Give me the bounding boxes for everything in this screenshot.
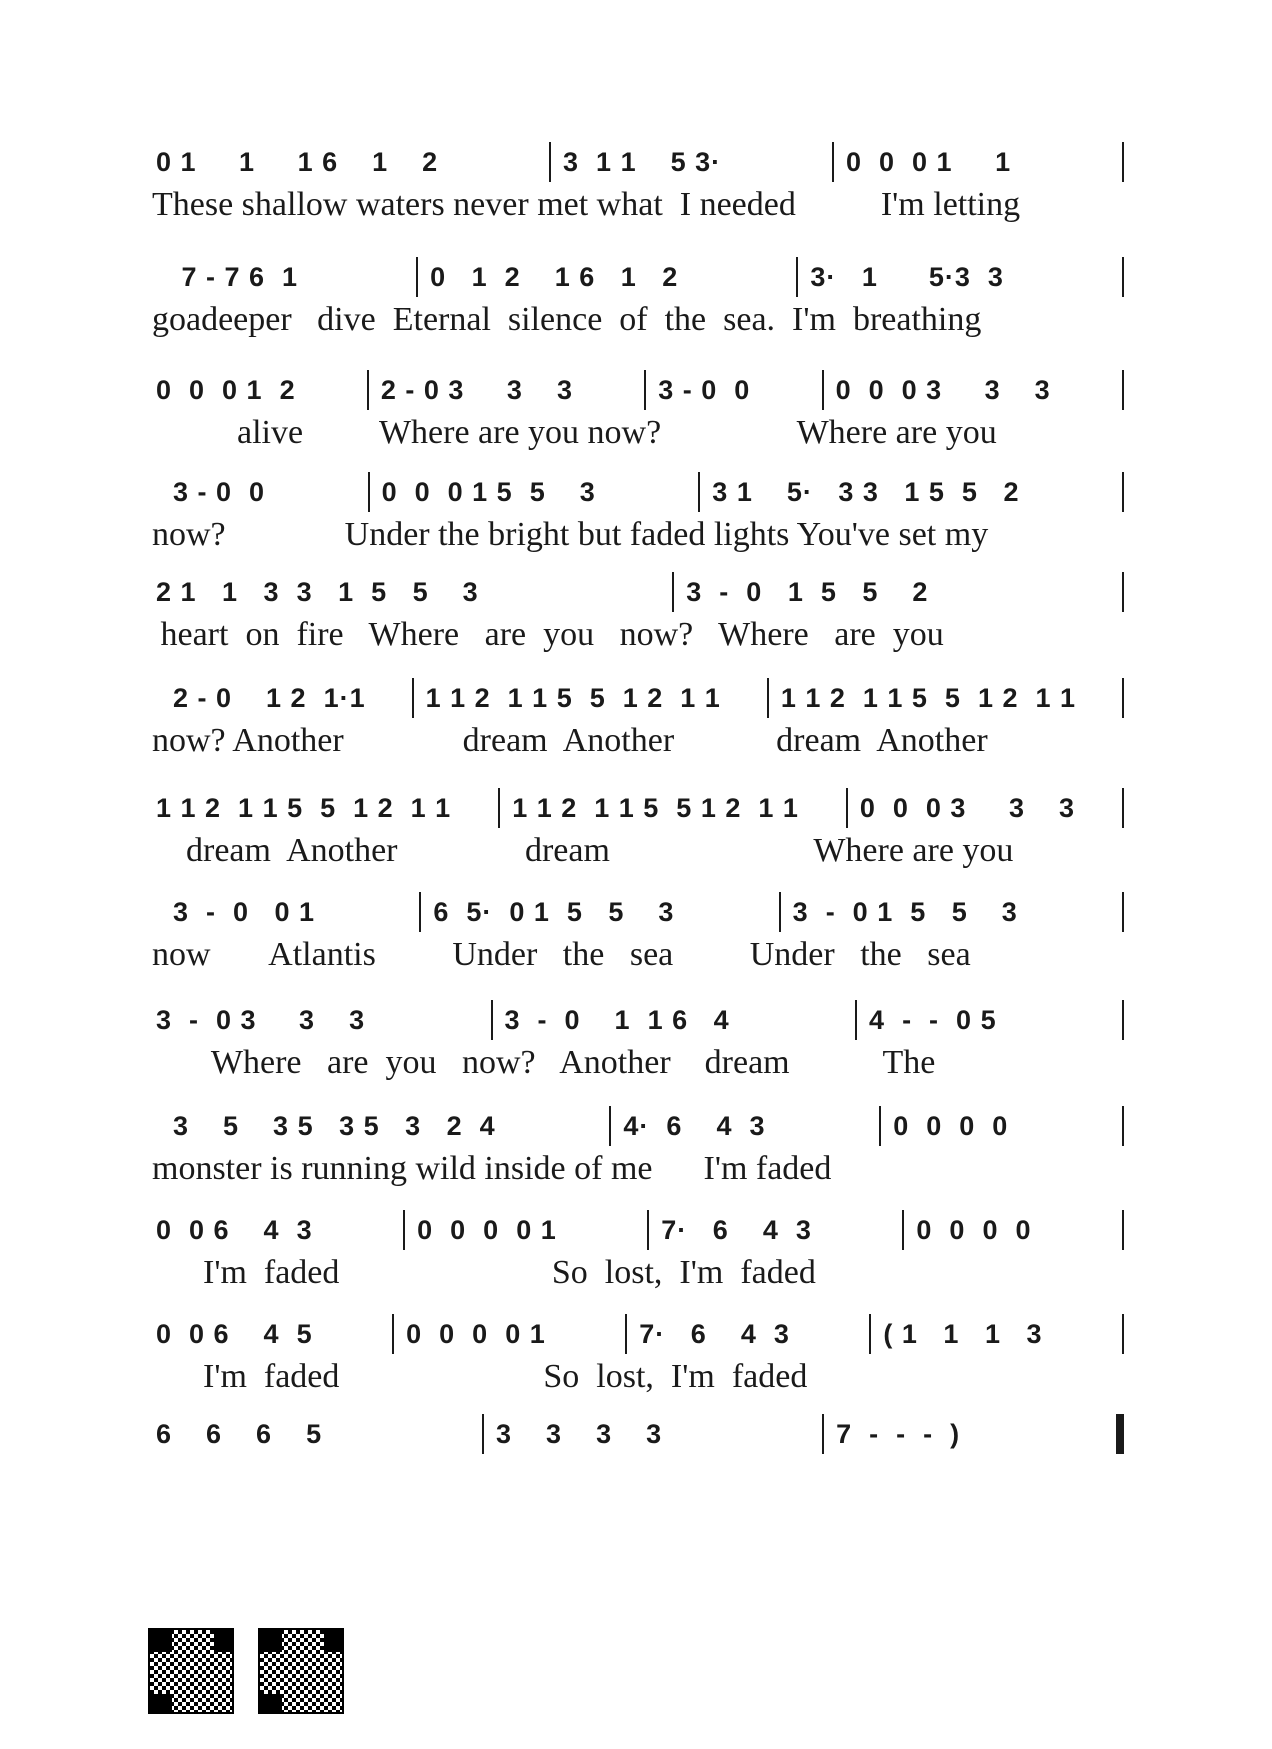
bar-line xyxy=(855,1000,857,1040)
score-line-12 xyxy=(0,1312,1272,1422)
score-line-13 xyxy=(0,1412,1272,1522)
notation-row xyxy=(152,470,1132,514)
measure: 3 - 0 1 1 6 4 xyxy=(504,1004,730,1035)
bar-line xyxy=(1122,1106,1124,1146)
lyric-row: These shallow waters never met what I needed I'm letting xyxy=(152,186,1021,223)
lyric-row: heart on fire Where are you now? Where are you xyxy=(152,616,944,653)
bar-line xyxy=(869,1314,871,1354)
bar-line xyxy=(491,1000,493,1040)
measure: 0 0 6 4 5 xyxy=(156,1318,313,1349)
bar-line xyxy=(767,678,769,718)
measure: 3 - 0 1 5 5 3 xyxy=(792,896,1018,927)
measure: 0 1 2 1 6 1 2 xyxy=(430,261,679,292)
notation-row xyxy=(152,890,1132,934)
bar-line xyxy=(549,142,551,182)
lyric-row: I'm faded So lost, I'm faded xyxy=(152,1358,808,1395)
measure: 3 - 0 3 3 3 xyxy=(156,1004,366,1035)
bar-line xyxy=(846,788,848,828)
measure: 0 0 0 3 3 3 xyxy=(835,374,1051,405)
notation-row xyxy=(152,1104,1132,1148)
notation-row xyxy=(152,1312,1132,1356)
bar-line xyxy=(1122,257,1124,297)
bar-line xyxy=(1122,472,1124,512)
score-line-1 xyxy=(0,140,1272,250)
bar-line xyxy=(367,370,369,410)
lyric-row: now? Another dream Another dream Another xyxy=(152,722,988,759)
measure: 1 1 2 1 1 5 5 1 2 1 1 xyxy=(425,682,721,713)
measure: 3 - 0 0 xyxy=(156,476,266,507)
measure: 1 1 2 1 1 5 5 1 2 1 1 xyxy=(512,792,799,823)
bar-line xyxy=(498,788,500,828)
score-line-9 xyxy=(0,998,1272,1108)
bar-line xyxy=(1122,370,1124,410)
measure: 7 - - - ) xyxy=(836,1418,961,1449)
measure: 0 0 0 1 2 xyxy=(156,374,296,405)
score-line-2 xyxy=(0,255,1272,365)
measure: 3 1 5· 3 3 1 5 5 2 xyxy=(712,476,1020,507)
notation-row xyxy=(152,1208,1132,1252)
notation-row xyxy=(152,786,1132,830)
notation-row xyxy=(152,676,1132,720)
bar-line xyxy=(822,1414,824,1454)
bar-line xyxy=(832,142,834,182)
measure: 0 0 6 4 3 xyxy=(156,1214,313,1245)
measure: 0 1 1 1 6 1 2 xyxy=(156,146,439,177)
measure: 6 6 6 5 xyxy=(156,1418,323,1449)
measure: 1 1 2 1 1 5 5 1 2 1 1 xyxy=(780,682,1077,713)
qr-codes xyxy=(148,1628,344,1714)
measure: 3 - 0 0 xyxy=(658,374,751,405)
score-line-10 xyxy=(0,1104,1272,1214)
bar-line xyxy=(482,1414,484,1454)
measure: 0 0 0 0 1 xyxy=(417,1214,557,1245)
measure: 0 0 0 3 3 3 xyxy=(859,792,1075,823)
bar-line xyxy=(609,1106,611,1146)
bar-line xyxy=(902,1210,904,1250)
lyric-row: dream Another dream Where are you xyxy=(152,832,1014,869)
score-line-4 xyxy=(0,470,1272,580)
final-bar-line xyxy=(1116,1414,1124,1454)
measure: 3· 1 5·3 3 xyxy=(810,261,1004,292)
bar-line xyxy=(419,892,421,932)
measure: 7· 6 4 3 xyxy=(661,1214,812,1245)
measure: 3 1 1 5 3· xyxy=(563,146,722,177)
lyric-row: alive Where are you now? Where are you xyxy=(152,414,997,451)
notation-row xyxy=(152,255,1132,299)
notation-row xyxy=(152,140,1132,184)
bar-line xyxy=(644,370,646,410)
measure: 3 5 3 5 3 5 3 2 4 xyxy=(156,1110,496,1141)
measure: 0 0 0 1 1 xyxy=(846,146,1012,177)
notation-row xyxy=(152,570,1132,614)
bar-line xyxy=(368,472,370,512)
qr-code-icon xyxy=(258,1628,344,1714)
bar-line xyxy=(1122,1210,1124,1250)
bar-line xyxy=(1122,892,1124,932)
measure: 0 0 0 0 xyxy=(893,1110,1009,1141)
bar-line xyxy=(1122,788,1124,828)
measure: 6 5· 0 1 5 5 3 xyxy=(433,896,675,927)
notation-row xyxy=(152,998,1132,1042)
lyric-row: now? Under the bright but faded lights You've set my xyxy=(152,516,989,553)
bar-line xyxy=(1122,142,1124,182)
measure: 3 - 0 1 5 5 2 xyxy=(686,576,929,607)
bar-line xyxy=(1122,1314,1124,1354)
score-line-8 xyxy=(0,890,1272,1000)
measure: 0 0 0 1 5 5 3 xyxy=(381,476,596,507)
measure: 4· 6 4 3 xyxy=(623,1110,766,1141)
lyric-row: goadeeper dive Eternal silence of the sea. I'm breathing xyxy=(152,301,982,338)
bar-line xyxy=(416,257,418,297)
bar-line xyxy=(672,572,674,612)
measure: 7 - 7 6 1 xyxy=(156,261,299,292)
bar-line xyxy=(879,1106,881,1146)
bar-line xyxy=(403,1210,405,1250)
bar-line xyxy=(412,678,414,718)
score-line-6 xyxy=(0,676,1272,786)
lyric-row: now Atlantis Under the sea Under the sea xyxy=(152,936,971,973)
bar-line xyxy=(647,1210,649,1250)
score-line-7 xyxy=(0,786,1272,896)
lyric-row: monster is running wild inside of me I'm faded xyxy=(152,1150,832,1187)
measure: 1 1 2 1 1 5 5 1 2 1 1 xyxy=(156,792,452,823)
measure: 3 - 0 0 1 xyxy=(156,896,316,927)
bar-line xyxy=(822,370,824,410)
measure: 4 - - 0 5 xyxy=(869,1004,997,1035)
measure: 2 - 0 3 3 3 xyxy=(380,374,573,405)
bar-line xyxy=(698,472,700,512)
measure: 2 1 1 3 3 1 5 5 3 xyxy=(156,576,479,607)
score-line-5 xyxy=(0,570,1272,680)
score-line-11 xyxy=(0,1208,1272,1318)
bar-line xyxy=(779,892,781,932)
score-line-3 xyxy=(0,368,1272,478)
bar-line xyxy=(1122,1000,1124,1040)
measure: 2 - 0 1 2 1·1 xyxy=(156,682,366,713)
lyric-row: Where are you now? Another dream The xyxy=(152,1044,936,1081)
measure: 0 0 0 0 1 xyxy=(406,1318,546,1349)
notation-row xyxy=(152,1412,1132,1456)
measure: ( 1 1 1 3 xyxy=(883,1318,1043,1349)
measure: 7· 6 4 3 xyxy=(639,1318,790,1349)
bar-line xyxy=(796,257,798,297)
measure: 0 0 0 0 xyxy=(916,1214,1032,1245)
bar-line xyxy=(392,1314,394,1354)
bar-line xyxy=(1122,678,1124,718)
bar-line xyxy=(1122,572,1124,612)
qr-code-icon xyxy=(148,1628,234,1714)
notation-row xyxy=(152,368,1132,412)
measure: 3 3 3 3 xyxy=(496,1418,663,1449)
bar-line xyxy=(625,1314,627,1354)
lyric-row: I'm faded So lost, I'm faded xyxy=(152,1254,816,1291)
